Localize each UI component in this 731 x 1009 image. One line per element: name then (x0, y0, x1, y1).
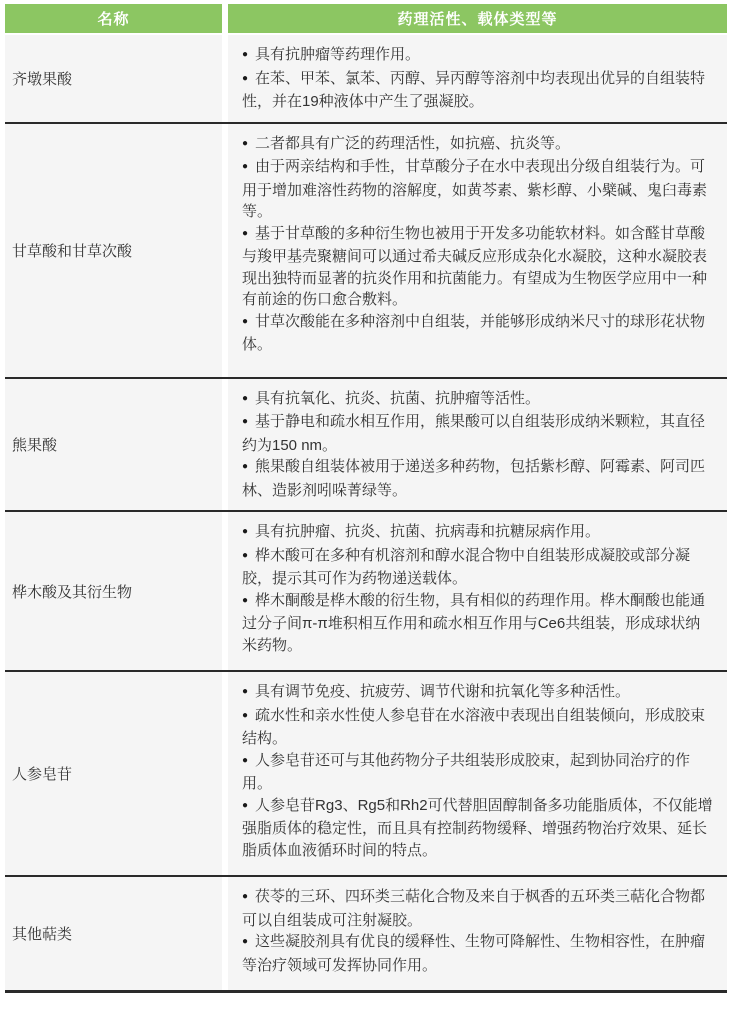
bullet-item (242, 68, 715, 113)
row-content-cell (228, 379, 727, 511)
bullet-text: 疏水性和亲水性使人参皂苷在水溶液中表现出自组装倾向，形成胶束结构。 (242, 706, 706, 747)
bullet-item (242, 156, 715, 223)
row-content-cell (228, 124, 727, 377)
bullet-text: 基于甘草酸的多种衍生物也被用于开发多功能软材料。如含醛甘草酸与羧甲基壳聚糖间可以通过希夫碱反应形成杂化水凝胶，这种水凝胶表现出独特而显著的抗炎作用和抗菌能力。有望成为生物医学应用中一种有前途的伤口愈合敷料。 (242, 224, 708, 308)
bullet-text: 二者都具有广泛的药理活性，如抗癌、抗炎等。 (255, 134, 571, 152)
compound-name: 熊果酸 (12, 436, 58, 454)
bullet-text: 具有调节免疫、抗疲劳、调节代谢和抗氧化等多种活性。 (255, 683, 631, 700)
table-row (5, 379, 727, 513)
bullet-icon: ● (242, 315, 249, 327)
compound-name: 甘草酸和甘草次酸 (12, 242, 133, 260)
bullet-item (242, 705, 715, 750)
bullet-icon: ● (242, 594, 249, 606)
bullet-icon: ● (242, 754, 249, 766)
bullet-text: 在苯、甲苯、氯苯、丙醇、异丙醇等溶剂中均表现出优异的自组装特性，并在19种液体中产生了强凝胶。 (242, 69, 706, 110)
bullet-icon: ● (242, 549, 249, 561)
row-name-cell (5, 512, 222, 670)
bullet-icon: ● (242, 392, 249, 404)
row-name-cell (5, 379, 222, 511)
bullet-item (242, 750, 715, 795)
bullet-icon: ● (242, 461, 249, 472)
row-content-cell (228, 35, 727, 122)
bullet-text: 桦木酮酸是桦木酸的衍生物，具有相似的药理作用。桦木酮酸也能通过分子间π-π堆积相互作用和疏水相互作用与Ce6共组装，形成球状纳米药物。 (242, 591, 706, 654)
bullet-icon: ● (242, 49, 249, 60)
compound-name: 桦木酸及其衍生物 (12, 583, 133, 601)
row-name-cell (5, 672, 222, 875)
bullet-item (242, 311, 715, 356)
bullet-icon: ● (242, 161, 249, 172)
compound-name: 齐墩果酸 (12, 70, 73, 88)
bullet-text: 桦木酸可在多种有机溶剂和醇水混合物中自组装形成凝胶或部分凝胶，提示其可作为药物递送载体。 (242, 546, 691, 587)
bullet-item (242, 223, 715, 311)
header-activity-label: 药理活性、载体类型等 (397, 11, 558, 28)
row-content-cell (228, 877, 727, 990)
header-cell-name (5, 4, 222, 33)
bullet-text: 基于静电和疏水相互作用，熊果酸可以自组装形成纳米颗粒，其直径约为150 nm。 (242, 413, 706, 454)
bullet-icon: ● (242, 709, 249, 721)
row-name-cell (5, 124, 222, 377)
table-header-row (5, 4, 727, 33)
row-name-cell (5, 877, 222, 990)
row-name-cell (5, 35, 222, 122)
row-content-cell (228, 512, 727, 670)
bullet-item (242, 886, 715, 931)
bullet-item (242, 521, 715, 545)
bullet-text: 具有抗肿瘤等药理作用。 (255, 46, 421, 63)
bullet-item (242, 545, 715, 590)
bullet-icon: ● (242, 416, 249, 427)
bullet-text: 甘草次酸能在多种溶剂中自组装，并能够形成纳米尺寸的球形花状物体。 (242, 312, 706, 353)
header-cell-activity (228, 4, 727, 33)
table-row (5, 124, 727, 379)
bullet-item (242, 931, 715, 976)
bullet-text: 具有抗氧化、抗炎、抗菌、抗肿瘤等活性。 (255, 389, 541, 407)
bullet-icon: ● (242, 891, 249, 902)
bullet-icon: ● (242, 799, 249, 811)
bullet-item (242, 133, 715, 157)
compound-name: 人参皂苷 (12, 766, 73, 783)
bullet-icon: ● (242, 137, 249, 149)
table-row (5, 512, 727, 672)
bullet-text: 由于两亲结构和手性，甘草酸分子在水中表现出分级自组装行为。可用于增加难溶性药物的溶解度，如黄芩素、紫杉醇、小檗碱、鬼臼毒素等。 (242, 158, 708, 220)
bullet-text: 这些凝胶剂具有优良的缓释性、生物可降解性、生物相容性，在肿瘤等治疗领域可发挥协同作用。 (242, 933, 706, 974)
table-row (5, 672, 727, 877)
bullet-item (242, 388, 715, 412)
bullet-icon: ● (242, 526, 249, 537)
header-name-label: 名称 (97, 11, 130, 28)
bullet-item (242, 456, 715, 501)
bullet-item (242, 44, 715, 68)
bullet-icon: ● (242, 227, 249, 239)
bullet-item (242, 681, 715, 705)
bullet-icon: ● (242, 72, 249, 84)
row-content-cell (228, 672, 727, 875)
bullet-item (242, 590, 715, 657)
table-row (5, 877, 727, 993)
bullet-icon: ● (242, 936, 249, 947)
bullet-item (242, 795, 715, 862)
bullet-text: 人参皂苷还可与其他药物分子共组装形成胶束，起到协同治疗的作用。 (242, 751, 691, 792)
bullet-icon: ● (242, 686, 249, 697)
terpenoid-activity-table (5, 4, 727, 993)
compound-name: 其他萜类 (12, 926, 73, 943)
bullet-text: 人参皂苷Rg3、Rg5和Rh2可代替胆固醇制备多功能脂质体，不仅能增强脂质体的稳定性，而且具有控制药物缓释、增强药物治疗效果、延长脂质体血液循环时间的特点。 (242, 796, 713, 859)
bullet-text: 具有抗肿瘤、抗炎、抗菌、抗病毒和抗糖尿病作用。 (255, 523, 601, 540)
bullet-item (242, 411, 715, 456)
table-row (5, 35, 727, 124)
bullet-text: 熊果酸自组装体被用于递送多种药物，包括紫杉醇、阿霉素、阿司匹林、造影剂吲哚菁绿等。 (242, 458, 706, 499)
bullet-text: 茯苓的三环、四环类三萜化合物及来自于枫香的五环类三萜化合物都可以自组装成可注射凝胶。 (242, 888, 706, 929)
